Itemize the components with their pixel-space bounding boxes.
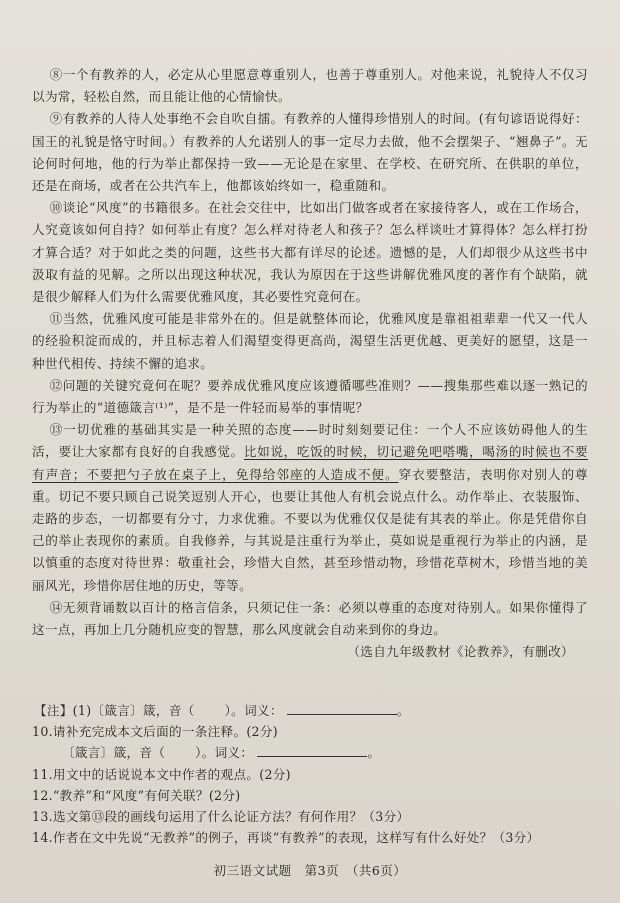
paragraph-11: ⑪当然，优雅风度可能是非常外在的。但是就整体而论，优雅风度是靠祖祖辈辈一代又一代人的经验积淀而成的，并且标志着人们渴望变得更高尚，渴望生活更优越、更美好的愿望，这是一种世代相传、持续不懈的追求。 bbox=[32, 311, 588, 371]
paragraph-9: ⑨有教养的人待人处事绝不会自吹自擂。有教养的人懂得珍惜别人的时间。(有句谚语说得好：国王的礼貌是恪守时间。）有教养的人允诺别人的事一定尽力去做，他不会摆架子、“翘鼻子”。无论何时何地，他的行为举止都保持一致——无论是在家里、在学校、在研究所、在供职的单位，还是在商场，或者在公共汽车上，他都该始终如一，稳重随和。 bbox=[32, 111, 588, 194]
annotation-note bbox=[32, 700, 588, 721]
paragraph-13-end: 穿衣要整洁，表明你对别人的尊重。切记不要只顾自己说笑逗别人开心，也要让其他人有机会说点什么。动作举止、衣装服饰、走路的步态，一切都要有分寸，力求优雅。不要以为优雅仅仅是徒有其表的举止。你是凭借你自己的举止表现你的素质。自我修养，与其说是注重行为举止，莫如说是重视行为举止的内涵，是以慎重的态度对待世界：敬重社会，珍惜大自然，甚至珍惜动物，珍惜花草树木，珍惜当地的美丽风光，珍惜你居住地的历史，等等。 bbox=[32, 466, 588, 593]
paragraph-13 bbox=[32, 419, 588, 597]
paragraph-13-start: ⑬一切优雅的基础其实是一种关照的态度——时时刻刻要记住：一个人不应该妨碍他人的生活，要让大家都有良好的自我感觉。 bbox=[32, 422, 588, 460]
question-12: 12.“教养”和“风度”有何关联？(2分) bbox=[32, 787, 241, 803]
note-prefix: 【注】(1)〔箴言〕箴，音（ bbox=[34, 703, 195, 718]
note-end: 。 bbox=[396, 703, 410, 718]
question-14: 14.作者在文中先说“无教养”的例子，再谈“有教养”的表现，这样写有什么好处？（3分） bbox=[32, 830, 540, 846]
question-10: 10.请补充完成本文后面的一条注释。(2分) bbox=[32, 724, 278, 740]
article-body bbox=[32, 64, 588, 663]
meaning-blank bbox=[287, 700, 397, 715]
paragraph-10: ⑩谈论“风度”的书籍很多。在社会交往中，比如出门做客或者在家接待客人，或在工作场合，人究竟该如何自持？如何举止有度？怎么样对待老人和孩子？怎么样谈吐才算得体？怎么样打扮才算合适？对于如此之类的问题，这些书大都有详尽的论述。遗憾的是，人们却很少从这些书中汲取有益的见解。之所以出现这种状况，我认为原因在于这些讲解优雅风度的著作有个缺陷，就是很少解释人们为什么需要优雅风度，其必要性究竟何在。 bbox=[32, 200, 588, 305]
question-13: 13.选文第⑬段的画线句运用了什么论证方法？有何作用？（3分） bbox=[32, 809, 410, 825]
answer-meaning-blank bbox=[257, 742, 367, 757]
answer-prefix: 〔箴言〕箴，音（ bbox=[62, 745, 166, 761]
source-citation: （选自九年级教材《论教养》，有删改） bbox=[347, 644, 574, 660]
answer-middle: ）。词义： bbox=[195, 745, 254, 761]
paragraph-8: ⑧一个有教养的人，必定从心里愿意尊重别人，也善于尊重别人。对他来说，礼貌待人不仅习以为常，轻松自然，而且能让他的心情愉快。 bbox=[32, 67, 588, 105]
page-footer: 初三语文试题 第3页 （共6页） bbox=[213, 863, 407, 878]
paragraph-12: ⑫问题的关键究竟何在呢？要养成优雅风度应该遵循哪些准则？——搜集那些难以逐一熟记的行为举止的“道德箴言⁽¹⁾”，是不是一件轻而易举的事情呢？ bbox=[32, 377, 588, 416]
question-11: 11.用文中的话说说本文中作者的观点。(2分) bbox=[32, 766, 291, 782]
paragraph-14: ⑭无须背诵数以百计的格言信条，只须记住一条：必须以尊重的态度对待别人。如果你懂得了这一点，再加上几分随机应变的智慧，那么风度就会自动来到你的身边。 bbox=[32, 599, 588, 638]
question-10-answer bbox=[32, 742, 588, 763]
questions-section bbox=[32, 700, 588, 848]
note-middle: ）。词义： bbox=[224, 703, 283, 718]
underlined-sentence: 比如说，吃饭的时候，切记避免吧嗒嘴，喝汤的时候也不要有声音；不要把勺子放在桌子上，免得给邻座的人造成不便。 bbox=[32, 444, 588, 482]
answer-end: 。 bbox=[367, 745, 381, 761]
